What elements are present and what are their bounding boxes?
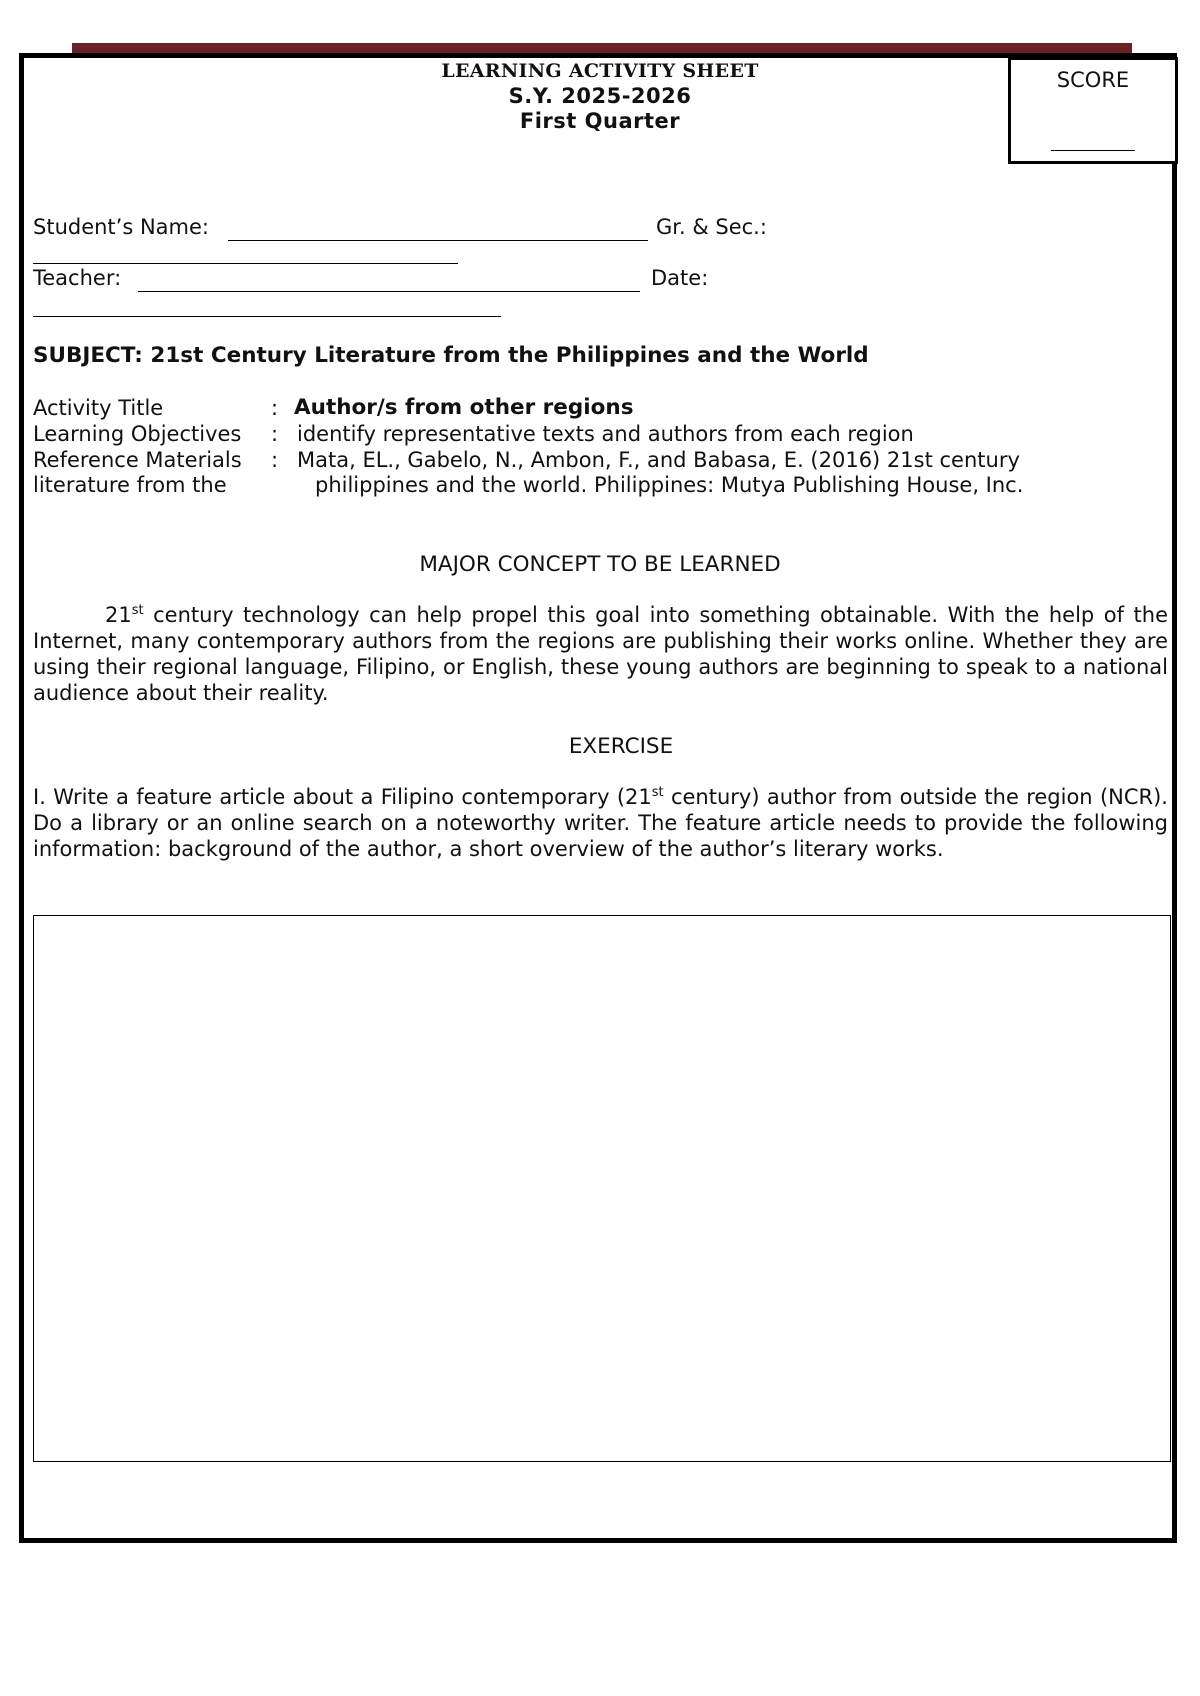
activity-title-value: Author/s from other regions bbox=[294, 395, 634, 420]
exercise-part2: century) author from outside the region (NCR). Do a library or an online search on a noteworthy writer. The feature article needs to provide the following information: background of the author, a short overview of the author’s literary works. bbox=[33, 785, 1168, 861]
reference-value-line1: Mata, EL., Gabelo, N., Ambon, F., and Babasa, E. (2016) 21st century bbox=[297, 448, 1020, 472]
exercise-instructions bbox=[33, 784, 1168, 862]
grade-section-label: Gr. & Sec.: bbox=[656, 215, 767, 239]
concept-lead-sup: st bbox=[131, 603, 144, 618]
subject-title: SUBJECT: 21st Century Literature from the Philippines and the World bbox=[33, 343, 869, 368]
activity-title-label: Activity Title bbox=[33, 396, 164, 420]
reference-label: Reference Materials bbox=[33, 448, 242, 472]
major-concept-heading: MAJOR CONCEPT TO BE LEARNED bbox=[419, 552, 781, 577]
date-label: Date: bbox=[651, 266, 709, 290]
objectives-value: identify representative texts and authors from each region bbox=[297, 422, 914, 446]
exercise-part1: I. Write a feature article about a Filipino contemporary (21 bbox=[33, 785, 652, 809]
objectives-colon: : bbox=[271, 422, 279, 446]
quarter: First Quarter bbox=[519, 109, 681, 133]
objectives-label: Learning Objectives bbox=[33, 422, 242, 446]
answer-box[interactable] bbox=[33, 915, 1171, 1462]
major-concept-paragraph bbox=[33, 602, 1168, 706]
teacher-label: Teacher: bbox=[33, 266, 122, 290]
score-blank[interactable] bbox=[1051, 150, 1135, 151]
exercise-heading: EXERCISE bbox=[568, 734, 674, 759]
sheet-title: LEARNING ACTIVITY SHEET bbox=[441, 60, 759, 82]
teacher-blank[interactable] bbox=[138, 291, 640, 292]
concept-body: century technology can help propel this goal into something obtainable. With the help of the Internet, many contemporary authors from the regions are publishing their works online. Whether they are using their regional language, Filipino, or English, these young authors are beginning to speak to a national audience about their reality. bbox=[33, 603, 1168, 705]
student-name-blank[interactable] bbox=[228, 240, 648, 241]
school-year: S.Y. 2025-2026 bbox=[508, 84, 692, 108]
reference-colon: : bbox=[271, 448, 279, 472]
concept-lead-number: 21 bbox=[105, 603, 132, 627]
activity-title-colon: : bbox=[271, 396, 279, 420]
score-label: SCORE bbox=[1056, 68, 1130, 92]
reference-label-continued: literature from the bbox=[33, 473, 227, 497]
reference-value-line2: philippines and the world. Philippines: Mutya Publishing House, Inc. bbox=[315, 473, 1024, 497]
exercise-sup: st bbox=[651, 785, 664, 800]
date-blank[interactable] bbox=[33, 316, 501, 317]
grade-section-blank[interactable] bbox=[33, 263, 458, 264]
student-name-label: Student’s Name: bbox=[33, 215, 209, 239]
